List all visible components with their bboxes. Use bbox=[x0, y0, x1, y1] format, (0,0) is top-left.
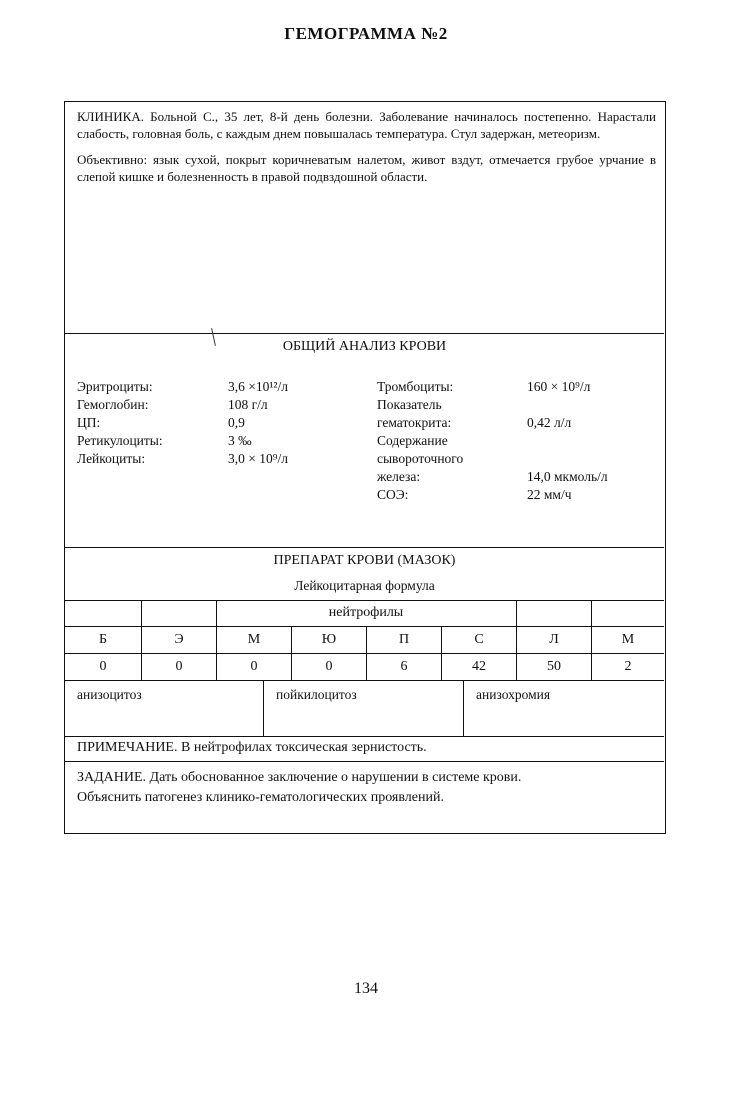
table-cell: 0 bbox=[141, 654, 216, 681]
task-section bbox=[65, 764, 664, 812]
erythrocyte-morphology-row bbox=[65, 680, 664, 736]
hemogram-card bbox=[64, 101, 666, 834]
objective-findings-text: Объективно: язык сухой, покрыт коричневатым налетом, живот вздут, отмечается грубое урчание в слепой кишке и болезненность в правой подвздошной области. bbox=[77, 152, 656, 184]
lab-label-leukocytes: Лейкоциты: bbox=[77, 451, 146, 466]
lab-label-iron-2: сывороточного bbox=[377, 451, 464, 466]
smear-title: ПРЕПАРАТ КРОВИ (МАЗОК) bbox=[273, 553, 456, 568]
table-cell: 0 bbox=[291, 654, 366, 681]
table-cell: 6 bbox=[366, 654, 441, 681]
col-header: П bbox=[366, 627, 441, 654]
blood-analysis-title: ОБЩИЙ АНАЛИЗ КРОВИ bbox=[282, 339, 447, 354]
morph-poikilocytosis: пойкилоцитоз bbox=[264, 681, 464, 736]
morph-anisocytosis: анизоцитоз bbox=[65, 681, 264, 736]
note-text: ПРИМЕЧАНИЕ. В нейтрофилах токсическая зернистость. bbox=[65, 736, 664, 762]
col-header: Э bbox=[141, 627, 216, 654]
table-header-row bbox=[65, 626, 664, 654]
lab-value-leukocytes: 3,0 × 10⁹/л bbox=[228, 451, 288, 466]
blood-analysis-section bbox=[65, 334, 664, 548]
lab-label-erythrocytes: Эритроциты: bbox=[77, 379, 153, 394]
task-line-1: ЗАДАНИЕ. Дать обоснованное заключение о нарушении в системе крови. bbox=[77, 770, 522, 785]
lab-value-reticulocytes: 3 ‰ bbox=[228, 433, 252, 448]
page-number: 134 bbox=[354, 980, 378, 997]
col-header: М bbox=[216, 627, 291, 654]
blood-smear-section bbox=[65, 548, 664, 835]
lab-value-platelets: 160 × 10⁹/л bbox=[527, 379, 591, 394]
clinical-case-section bbox=[65, 102, 664, 334]
page-title: ГЕМОГРАММА №2 bbox=[284, 24, 448, 43]
lab-label-hematocrit-2: гематокрита: bbox=[377, 415, 452, 430]
task-line-2: Объяснить патогенез клинико-гематологических проявлений. bbox=[77, 790, 444, 805]
table-values-row bbox=[65, 653, 664, 681]
table-cell: 2 bbox=[591, 654, 664, 681]
table-cell: 42 bbox=[441, 654, 516, 681]
col-header: М bbox=[591, 627, 664, 654]
lab-value-erythrocytes: 3,6 ×10¹²/л bbox=[228, 379, 288, 394]
clinical-history-text: КЛИНИКА. Больной С., 35 лет, 8-й день болезни. Заболевание начиналось постепенно. Нарастали слабость, головная боль, с каждым днем повышалась температура. Стул задержан, метеоризм. bbox=[77, 109, 656, 141]
lab-label-hematocrit-1: Показатель bbox=[377, 397, 442, 412]
col-header: С bbox=[441, 627, 516, 654]
lab-value-serum-iron: 14,0 мкмоль/л bbox=[527, 469, 608, 484]
lab-label-esr: СОЭ: bbox=[377, 487, 409, 502]
table-cell: 0 bbox=[216, 654, 291, 681]
leukogram-subtitle: Лейкоцитарная формула bbox=[294, 578, 435, 593]
lab-label-hemoglobin: Гемоглобин: bbox=[77, 397, 149, 412]
col-header: Л bbox=[516, 627, 591, 654]
lab-label-iron-3: железа: bbox=[377, 469, 421, 484]
col-header: Ю bbox=[291, 627, 366, 654]
morph-anisochromia: анизохромия bbox=[476, 687, 551, 702]
table-cell: 0 bbox=[99, 659, 107, 674]
table-cell: 50 bbox=[516, 654, 591, 681]
lab-value-color-index: 0,9 bbox=[228, 415, 245, 430]
lab-value-esr: 22 мм/ч bbox=[527, 487, 572, 502]
lab-label-reticulocytes: Ретикулоциты: bbox=[77, 433, 163, 448]
lab-label-iron-1: Содержание bbox=[377, 433, 448, 448]
lab-value-hematocrit: 0,42 л/л bbox=[527, 415, 572, 430]
lab-label-color-index: ЦП: bbox=[77, 415, 101, 430]
lab-label-platelets: Тромбоциты: bbox=[377, 379, 454, 394]
lab-value-hemoglobin: 108 г/л bbox=[228, 397, 268, 412]
table-group-row bbox=[65, 600, 664, 627]
col-header: Б bbox=[98, 632, 108, 647]
neutrophils-group-header: нейтрофилы bbox=[328, 605, 404, 620]
